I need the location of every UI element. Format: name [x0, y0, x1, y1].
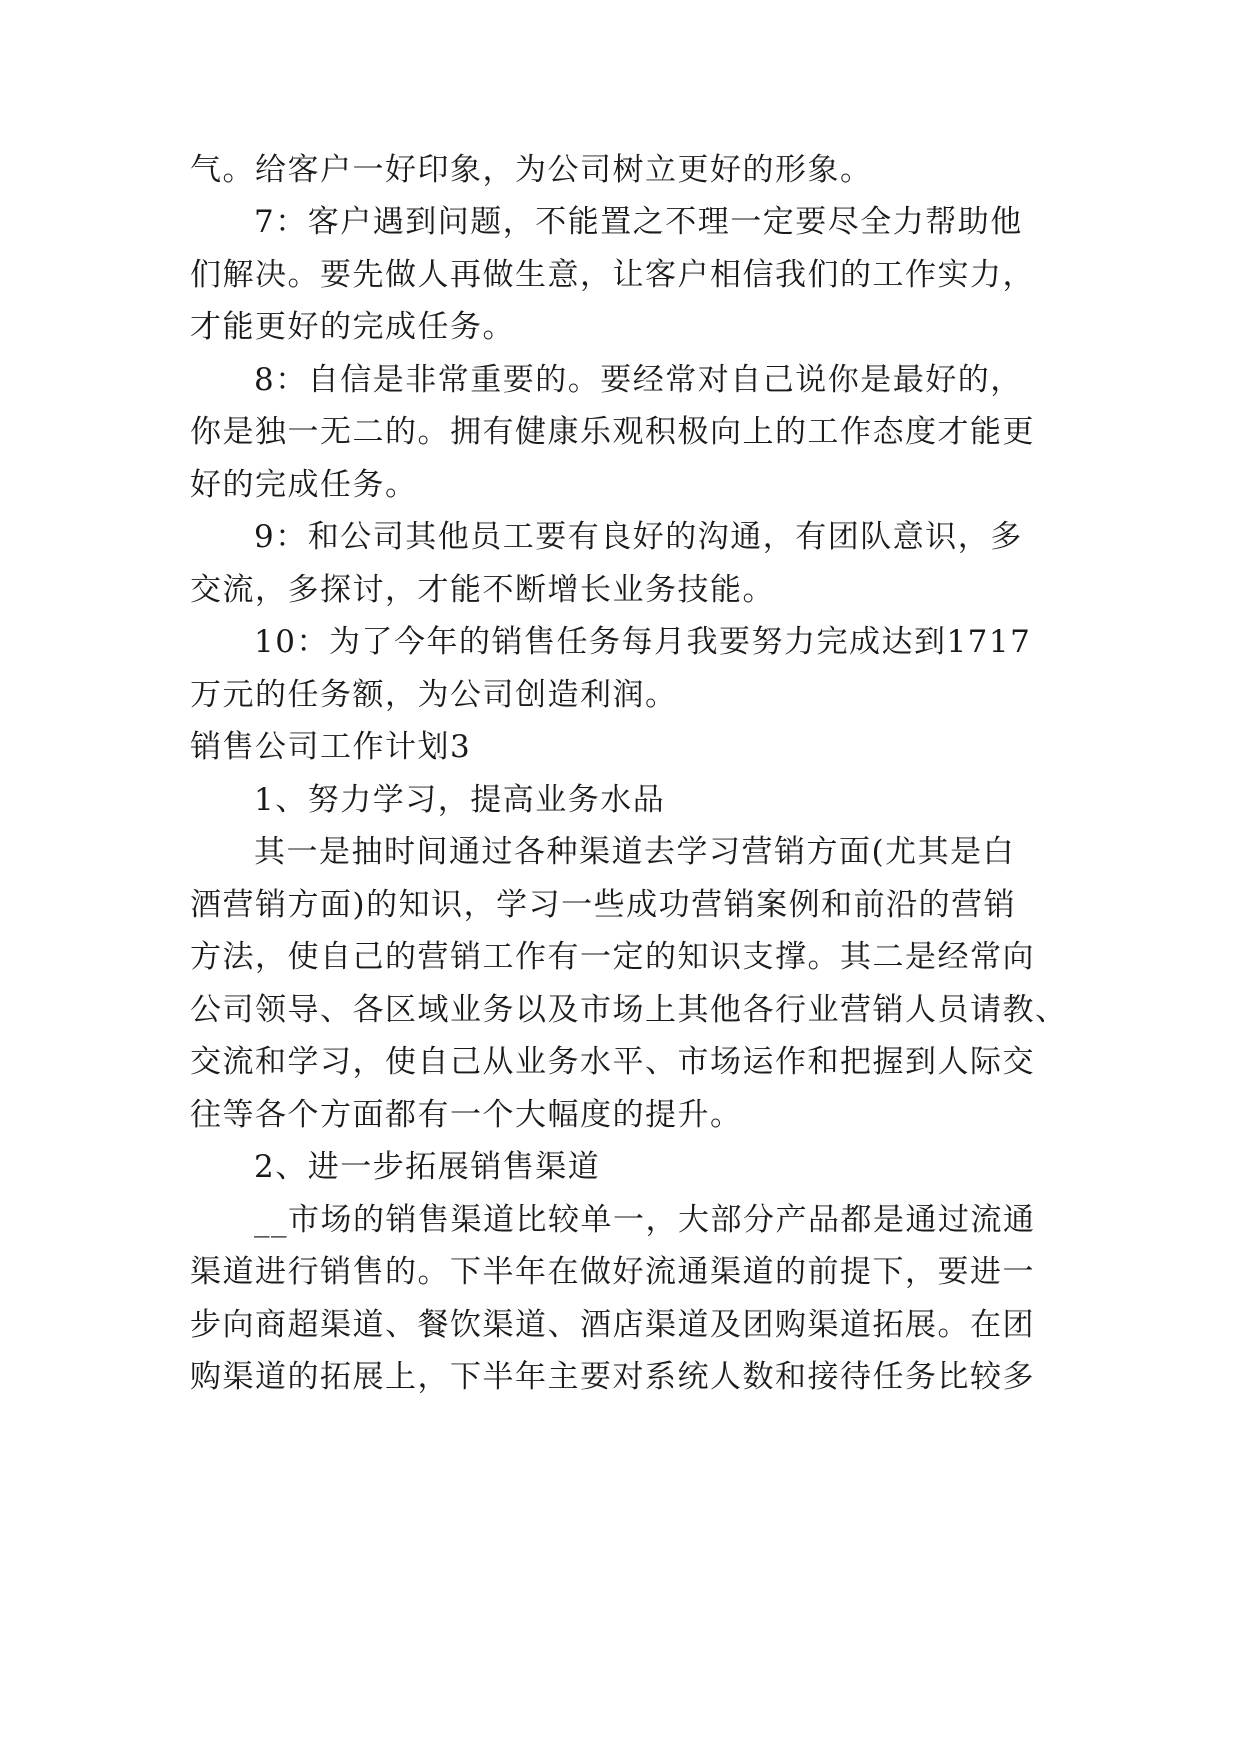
- text-line: 才能更好的完成任务。: [190, 309, 515, 345]
- text-line: 气。给客户一好印象，为公司树立更好的形象。: [190, 152, 873, 188]
- text-line: 你是独一无二的。拥有健康乐观积极向上的工作态度才能更: [190, 414, 1035, 450]
- text-line: __市场的销售渠道比较单一，大部分产品都是通过流通: [254, 1202, 1036, 1238]
- text-line: 好的完成任务。: [190, 467, 418, 503]
- text-line: 交流和学习，使自己从业务水平、市场运作和把握到人际交: [190, 1044, 1035, 1080]
- text-line: 交流，多探讨，才能不断增长业务技能。: [190, 572, 775, 608]
- text-line: 10：为了今年的销售任务每月我要努力完成达到1717: [254, 624, 1032, 660]
- text-line: 们解决。要先做人再做生意，让客户相信我们的工作实力，: [190, 257, 1035, 293]
- text-line: 万元的任务额，为公司创造利润。: [190, 677, 678, 713]
- text-line: 其一是抽时间通过各种渠道去学习营销方面(尤其是白: [254, 834, 1016, 870]
- text-line: 9：和公司其他员工要有良好的沟通，有团队意识，多: [254, 519, 1023, 555]
- text-line: 方法，使自己的营销工作有一定的知识支撑。其二是经常向: [190, 939, 1035, 975]
- text-line: 酒营销方面)的知识，学习一些成功营销案例和前沿的营销: [190, 887, 1017, 923]
- text-line: 步向商超渠道、餐饮渠道、酒店渠道及团购渠道拓展。在团: [190, 1307, 1035, 1343]
- text-line: 往等各个方面都有一个大幅度的提升。: [190, 1097, 743, 1133]
- text-line: 购渠道的拓展上，下半年主要对系统人数和接待任务比较多: [190, 1359, 1035, 1395]
- text-line: 公司领导、各区域业务以及市场上其他各行业营销人员请教、: [190, 992, 1068, 1028]
- text-line: 8：自信是非常重要的。要经常对自己说你是最好的，: [254, 362, 1023, 398]
- section-heading: 销售公司工作计划3: [190, 729, 472, 765]
- text-line: 渠道进行销售的。下半年在做好流通渠道的前提下，要进一: [190, 1254, 1035, 1290]
- subheading: 1、努力学习，提高业务水品: [254, 782, 666, 818]
- text-line: 7：客户遇到问题，不能置之不理一定要尽全力帮助他: [254, 204, 1023, 240]
- subheading: 2、进一步拓展销售渠道: [254, 1149, 601, 1185]
